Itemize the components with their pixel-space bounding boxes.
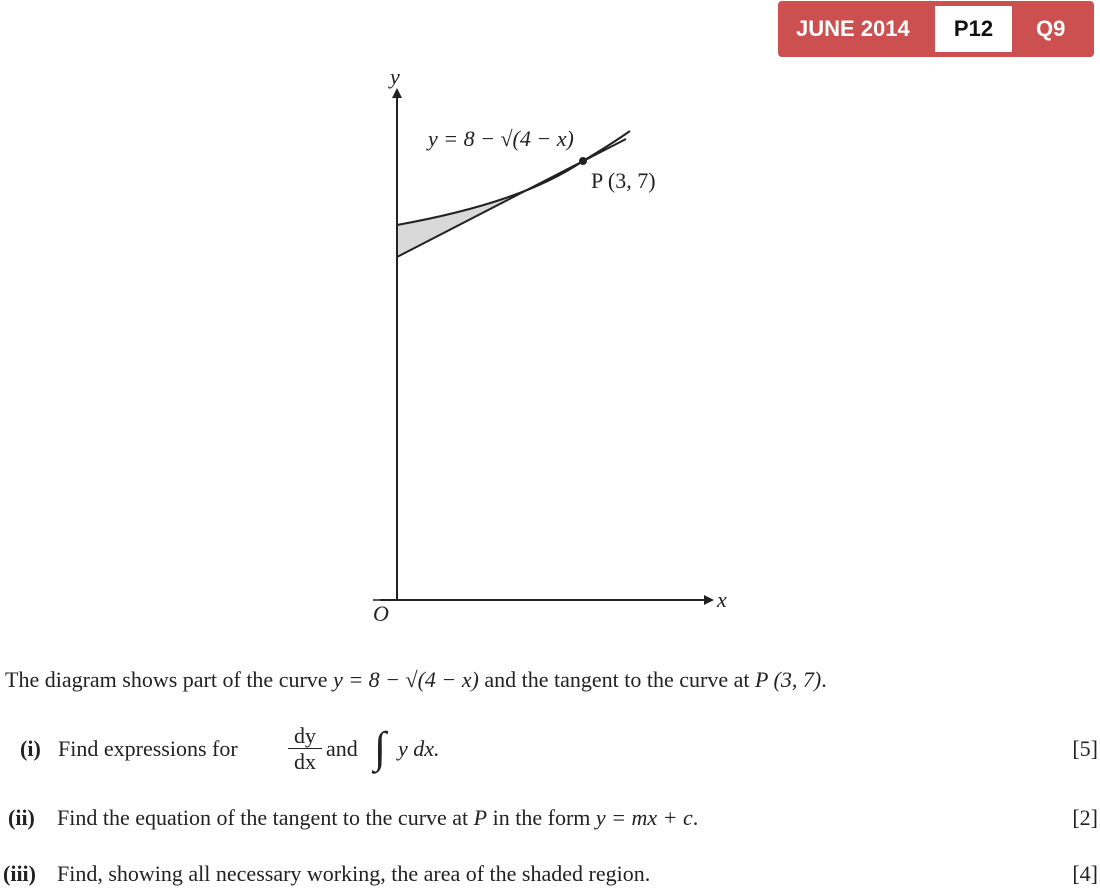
curve-label: y = 8 − √(4 − x) bbox=[428, 126, 574, 151]
line-form-expression: y = mx + c bbox=[595, 805, 693, 830]
fraction-denominator: dx bbox=[294, 749, 316, 774]
origin-label: O bbox=[373, 601, 389, 626]
part-i-marks: [5] bbox=[1072, 736, 1098, 761]
intro-curve-expression: y = 8 − √(4 − x) bbox=[333, 667, 479, 692]
part-i-lead-text: Find expressions for bbox=[58, 736, 238, 761]
x-axis-label: x bbox=[717, 587, 727, 612]
exam-session-label: JUNE 2014 bbox=[796, 16, 910, 41]
intro-text-start: The diagram shows part of the curve bbox=[5, 667, 334, 692]
question-part-i bbox=[0, 724, 1100, 780]
intro-text-end: . bbox=[821, 667, 827, 692]
fraction-numerator: dy bbox=[288, 724, 322, 749]
integrand: y dx. bbox=[398, 736, 440, 761]
question-intro bbox=[5, 667, 827, 693]
part-number: (ii) bbox=[8, 805, 35, 830]
point-p-marker bbox=[579, 157, 587, 165]
derivative-fraction bbox=[288, 724, 322, 775]
part-i-joiner: and bbox=[326, 736, 358, 761]
part-iii-marks: [4] bbox=[1072, 861, 1098, 886]
curve-diagram bbox=[0, 60, 800, 640]
point-p-label: P (3, 7) bbox=[591, 168, 656, 193]
y-axis-label: y bbox=[390, 64, 400, 89]
part-number: (i) bbox=[20, 736, 41, 761]
tangent-line bbox=[397, 139, 626, 257]
integral-sign-icon: ∫ bbox=[374, 723, 387, 772]
point-reference: P bbox=[473, 805, 488, 830]
part-iii-text: Find, showing all necessary working, the area of the shaded region. bbox=[57, 861, 651, 886]
paper-code-label: P12 bbox=[935, 6, 1012, 52]
part-number: (iii) bbox=[3, 861, 36, 886]
intro-text-middle: and the tangent to the curve at bbox=[478, 667, 755, 692]
part-ii-marks: [2] bbox=[1072, 805, 1098, 830]
question-number-label: Q9 bbox=[1036, 16, 1066, 41]
exam-reference-badge bbox=[778, 1, 1094, 57]
intro-point-expression: P (3, 7) bbox=[754, 667, 822, 692]
part-ii-text: Find the equation of the tangent to the curve at P in the form y = mx + c. bbox=[57, 805, 699, 830]
